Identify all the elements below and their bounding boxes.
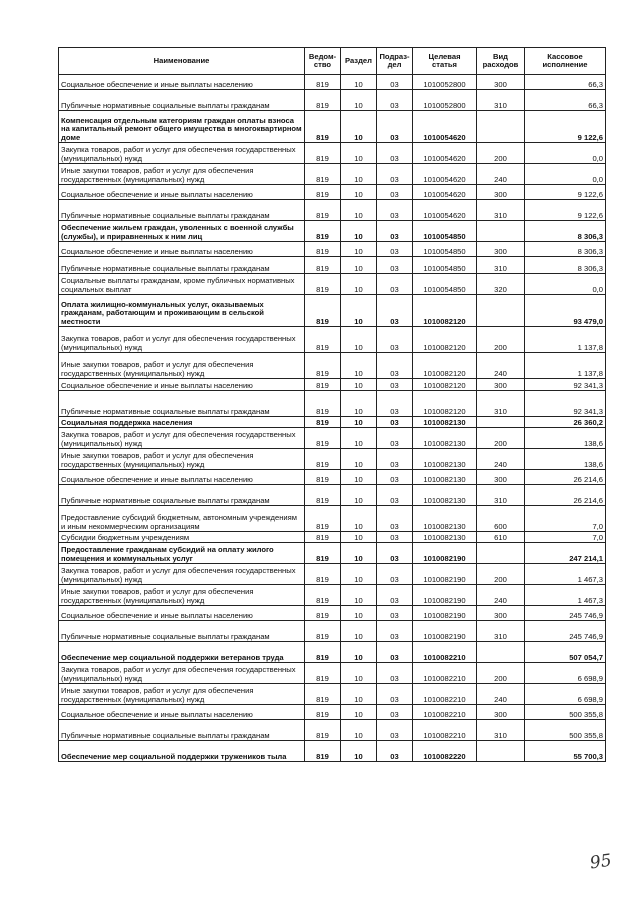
cell-exp-type: 320: [477, 274, 525, 295]
cell-name: Социальные выплаты гражданам, кроме публичных нормативных социальных выплат: [59, 274, 305, 295]
table-row: [59, 684, 606, 705]
cell-exp-type: 600: [477, 506, 525, 532]
cell-dept: 819: [305, 684, 341, 705]
cell-cash: 8 306,3: [525, 221, 606, 242]
cell-dept: 819: [305, 200, 341, 221]
cell-dept: 819: [305, 741, 341, 762]
cell-subsection: 03: [377, 428, 413, 449]
cell-exp-type: [477, 543, 525, 564]
cell-exp-type: 310: [477, 200, 525, 221]
cell-section: 10: [341, 705, 377, 720]
cell-section: 10: [341, 741, 377, 762]
cell-subsection: 03: [377, 485, 413, 506]
cell-dept: 819: [305, 391, 341, 417]
cell-section: 10: [341, 449, 377, 470]
cell-cash: 7,0: [525, 532, 606, 543]
cell-subsection: 03: [377, 379, 413, 391]
cell-exp-type: 240: [477, 585, 525, 606]
cell-name: Обеспечение жильем граждан, уволенных с военной службы (службы), и приравненных к ним лиц: [59, 221, 305, 242]
cell-cash: 26 360,2: [525, 417, 606, 428]
cell-dept: 819: [305, 621, 341, 642]
cell-name: Публичные нормативные социальные выплаты гражданам: [59, 621, 305, 642]
cell-target: 1010082120: [413, 327, 477, 353]
cell-dept: 819: [305, 428, 341, 449]
cell-section: 10: [341, 506, 377, 532]
cell-target: 1010082120: [413, 379, 477, 391]
cell-section: 10: [341, 391, 377, 417]
cell-target: 1010082130: [413, 449, 477, 470]
cell-name: Иные закупки товаров, работ и услуг для обеспечения государственных (муниципальных) нужд: [59, 684, 305, 705]
cell-exp-type: 240: [477, 164, 525, 185]
cell-section: 10: [341, 379, 377, 391]
cell-section: 10: [341, 200, 377, 221]
cell-cash: 26 214,6: [525, 485, 606, 506]
cell-section: 10: [341, 485, 377, 506]
page-number: 95: [588, 850, 613, 874]
cell-cash: 247 214,1: [525, 543, 606, 564]
cell-subsection: 03: [377, 295, 413, 327]
cell-subsection: 03: [377, 642, 413, 663]
table-row: [59, 720, 606, 741]
cell-cash: 507 054,7: [525, 642, 606, 663]
cell-name: Предоставление гражданам субсидий на оплату жилого помещения и коммунальных услуг: [59, 543, 305, 564]
table-row: [59, 470, 606, 485]
cell-exp-type: 310: [477, 485, 525, 506]
cell-subsection: 03: [377, 720, 413, 741]
cell-section: 10: [341, 353, 377, 379]
cell-cash: 9 122,6: [525, 200, 606, 221]
cell-subsection: 03: [377, 532, 413, 543]
cell-target: 1010082130: [413, 485, 477, 506]
cell-cash: 9 122,6: [525, 185, 606, 200]
cell-name: Закупка товаров, работ и услуг для обеспечения государственных (муниципальных) нужд: [59, 564, 305, 585]
cell-exp-type: 610: [477, 532, 525, 543]
cell-target: 1010082210: [413, 720, 477, 741]
cell-name: Иные закупки товаров, работ и услуг для обеспечения государственных (муниципальных) нужд: [59, 585, 305, 606]
table-body: [59, 75, 606, 762]
cell-name: Предоставление субсидий бюджетным, автономным учреждениям и иным некоммерческим организациям: [59, 506, 305, 532]
cell-exp-type: 300: [477, 75, 525, 90]
cell-target: 1010082130: [413, 417, 477, 428]
cell-section: 10: [341, 143, 377, 164]
cell-cash: 245 746,9: [525, 621, 606, 642]
table-row: [59, 327, 606, 353]
cell-subsection: 03: [377, 200, 413, 221]
cell-subsection: 03: [377, 327, 413, 353]
cell-dept: 819: [305, 449, 341, 470]
table-row: [59, 379, 606, 391]
cell-dept: 819: [305, 720, 341, 741]
cell-dept: 819: [305, 111, 341, 143]
cell-cash: 1 137,8: [525, 327, 606, 353]
cell-dept: 819: [305, 470, 341, 485]
cell-cash: 138,6: [525, 428, 606, 449]
cell-exp-type: [477, 741, 525, 762]
cell-exp-type: [477, 417, 525, 428]
cell-section: 10: [341, 663, 377, 684]
cell-dept: 819: [305, 257, 341, 274]
cell-exp-type: 310: [477, 621, 525, 642]
cell-target: 1010082190: [413, 564, 477, 585]
cell-exp-type: 240: [477, 684, 525, 705]
table-row: [59, 606, 606, 621]
cell-cash: 0,0: [525, 164, 606, 185]
table-row: [59, 274, 606, 295]
cell-name: Иные закупки товаров, работ и услуг для обеспечения государственных (муниципальных) нужд: [59, 164, 305, 185]
cell-subsection: 03: [377, 470, 413, 485]
cell-dept: 819: [305, 353, 341, 379]
cell-exp-type: 300: [477, 185, 525, 200]
cell-target: 1010052800: [413, 75, 477, 90]
cell-cash: 0,0: [525, 143, 606, 164]
cell-name: Оплата жилищно-коммунальных услуг, оказываемых гражданам, работающим и проживающим в сельской местности: [59, 295, 305, 327]
header-dept: Ведом-ство: [305, 48, 341, 75]
cell-exp-type: 240: [477, 449, 525, 470]
cell-exp-type: 200: [477, 327, 525, 353]
cell-section: 10: [341, 543, 377, 564]
cell-name: Закупка товаров, работ и услуг для обеспечения государственных (муниципальных) нужд: [59, 327, 305, 353]
cell-target: 1010082130: [413, 428, 477, 449]
cell-section: 10: [341, 75, 377, 90]
cell-exp-type: 200: [477, 428, 525, 449]
cell-dept: 819: [305, 379, 341, 391]
table-row: [59, 585, 606, 606]
cell-section: 10: [341, 606, 377, 621]
cell-target: 1010054850: [413, 221, 477, 242]
cell-subsection: 03: [377, 606, 413, 621]
cell-dept: 819: [305, 606, 341, 621]
cell-target: 1010082130: [413, 532, 477, 543]
cell-section: 10: [341, 242, 377, 257]
cell-exp-type: 310: [477, 720, 525, 741]
cell-name: Закупка товаров, работ и услуг для обеспечения государственных (муниципальных) нужд: [59, 428, 305, 449]
table-row: [59, 506, 606, 532]
cell-dept: 819: [305, 663, 341, 684]
cell-dept: 819: [305, 75, 341, 90]
cell-cash: 9 122,6: [525, 111, 606, 143]
cell-section: 10: [341, 274, 377, 295]
cell-dept: 819: [305, 417, 341, 428]
cell-subsection: 03: [377, 417, 413, 428]
cell-target: 1010082190: [413, 543, 477, 564]
cell-cash: 6 698,9: [525, 663, 606, 684]
cell-cash: 500 355,8: [525, 705, 606, 720]
cell-section: 10: [341, 585, 377, 606]
table-row: [59, 111, 606, 143]
cell-dept: 819: [305, 221, 341, 242]
table-row: [59, 705, 606, 720]
cell-exp-type: 300: [477, 242, 525, 257]
cell-exp-type: [477, 295, 525, 327]
cell-dept: 819: [305, 242, 341, 257]
cell-target: 1010054850: [413, 274, 477, 295]
cell-subsection: 03: [377, 663, 413, 684]
cell-section: 10: [341, 221, 377, 242]
cell-name: Социальное обеспечение и иные выплаты населению: [59, 705, 305, 720]
cell-cash: 8 306,3: [525, 257, 606, 274]
cell-target: 1010054620: [413, 164, 477, 185]
cell-name: Иные закупки товаров, работ и услуг для обеспечения государственных (муниципальных) нужд: [59, 449, 305, 470]
table-row: [59, 663, 606, 684]
cell-exp-type: 300: [477, 379, 525, 391]
table-row: [59, 143, 606, 164]
table-row: [59, 75, 606, 90]
cell-cash: 66,3: [525, 75, 606, 90]
cell-cash: 1 137,8: [525, 353, 606, 379]
cell-cash: 26 214,6: [525, 470, 606, 485]
cell-dept: 819: [305, 705, 341, 720]
cell-exp-type: 310: [477, 90, 525, 111]
cell-section: 10: [341, 532, 377, 543]
cell-exp-type: [477, 111, 525, 143]
table-row: [59, 221, 606, 242]
cell-target: 1010054620: [413, 185, 477, 200]
cell-target: 1010082120: [413, 295, 477, 327]
cell-dept: 819: [305, 642, 341, 663]
cell-target: 1010082130: [413, 506, 477, 532]
cell-name: Публичные нормативные социальные выплаты гражданам: [59, 200, 305, 221]
cell-name: Социальная поддержка населения: [59, 417, 305, 428]
cell-target: 1010054620: [413, 143, 477, 164]
cell-subsection: 03: [377, 506, 413, 532]
cell-target: 1010082190: [413, 585, 477, 606]
budget-execution-table: [58, 47, 606, 762]
cell-name: Публичные нормативные социальные выплаты гражданам: [59, 485, 305, 506]
cell-cash: 55 700,3: [525, 741, 606, 762]
cell-dept: 819: [305, 543, 341, 564]
header-target: Целевая статья: [413, 48, 477, 75]
cell-target: 1010082220: [413, 741, 477, 762]
cell-dept: 819: [305, 185, 341, 200]
cell-dept: 819: [305, 485, 341, 506]
cell-subsection: 03: [377, 111, 413, 143]
cell-section: 10: [341, 642, 377, 663]
cell-subsection: 03: [377, 741, 413, 762]
cell-cash: 6 698,9: [525, 684, 606, 705]
cell-target: 1010082190: [413, 621, 477, 642]
cell-section: 10: [341, 684, 377, 705]
cell-subsection: 03: [377, 585, 413, 606]
table-row: [59, 741, 606, 762]
cell-dept: 819: [305, 564, 341, 585]
cell-cash: 500 355,8: [525, 720, 606, 741]
table-row: [59, 90, 606, 111]
cell-dept: 819: [305, 295, 341, 327]
cell-target: 1010082210: [413, 663, 477, 684]
cell-cash: 92 341,3: [525, 379, 606, 391]
cell-cash: 1 467,3: [525, 564, 606, 585]
header-cash: Кассовое исполнение: [525, 48, 606, 75]
cell-cash: 0,0: [525, 274, 606, 295]
cell-cash: 8 306,3: [525, 242, 606, 257]
cell-cash: 92 341,3: [525, 391, 606, 417]
cell-target: 1010052800: [413, 90, 477, 111]
cell-name: Социальное обеспечение и иные выплаты населению: [59, 242, 305, 257]
cell-target: 1010082210: [413, 684, 477, 705]
cell-subsection: 03: [377, 242, 413, 257]
cell-exp-type: 200: [477, 564, 525, 585]
cell-subsection: 03: [377, 90, 413, 111]
cell-section: 10: [341, 90, 377, 111]
cell-name: Публичные нормативные социальные выплаты гражданам: [59, 720, 305, 741]
cell-subsection: 03: [377, 353, 413, 379]
cell-name: Публичные нормативные социальные выплаты гражданам: [59, 391, 305, 417]
cell-dept: 819: [305, 532, 341, 543]
cell-name: Социальное обеспечение и иные выплаты населению: [59, 606, 305, 621]
cell-name: Субсидии бюджетным учреждениям: [59, 532, 305, 543]
cell-name: Обеспечение мер социальной поддержки ветеранов труда: [59, 642, 305, 663]
cell-target: 1010054620: [413, 200, 477, 221]
cell-target: 1010054850: [413, 257, 477, 274]
cell-subsection: 03: [377, 257, 413, 274]
cell-section: 10: [341, 720, 377, 741]
cell-name: Публичные нормативные социальные выплаты гражданам: [59, 257, 305, 274]
header-subsection: Подраз-дел: [377, 48, 413, 75]
cell-target: 1010082210: [413, 705, 477, 720]
cell-dept: 819: [305, 506, 341, 532]
table-row: [59, 642, 606, 663]
header-row: [59, 48, 606, 75]
table-row: [59, 564, 606, 585]
table-row: [59, 449, 606, 470]
cell-exp-type: [477, 221, 525, 242]
cell-subsection: 03: [377, 274, 413, 295]
cell-target: 1010082120: [413, 353, 477, 379]
cell-name: Закупка товаров, работ и услуг для обеспечения государственных (муниципальных) нужд: [59, 143, 305, 164]
cell-subsection: 03: [377, 185, 413, 200]
cell-section: 10: [341, 164, 377, 185]
cell-dept: 819: [305, 327, 341, 353]
cell-name: Социальное обеспечение и иные выплаты населению: [59, 379, 305, 391]
cell-cash: 66,3: [525, 90, 606, 111]
table-row: [59, 295, 606, 327]
cell-exp-type: 200: [477, 143, 525, 164]
cell-exp-type: [477, 642, 525, 663]
cell-exp-type: 240: [477, 353, 525, 379]
cell-name: Иные закупки товаров, работ и услуг для обеспечения государственных (муниципальных) нужд: [59, 353, 305, 379]
cell-subsection: 03: [377, 75, 413, 90]
table-row: [59, 428, 606, 449]
cell-exp-type: 310: [477, 391, 525, 417]
cell-subsection: 03: [377, 391, 413, 417]
cell-subsection: 03: [377, 143, 413, 164]
table-row: [59, 257, 606, 274]
cell-section: 10: [341, 185, 377, 200]
cell-cash: 138,6: [525, 449, 606, 470]
table-row: [59, 543, 606, 564]
cell-subsection: 03: [377, 564, 413, 585]
cell-cash: 93 479,0: [525, 295, 606, 327]
cell-dept: 819: [305, 585, 341, 606]
cell-section: 10: [341, 327, 377, 353]
cell-name: Закупка товаров, работ и услуг для обеспечения государственных (муниципальных) нужд: [59, 663, 305, 684]
table-row: [59, 532, 606, 543]
cell-name: Обеспечение мер социальной поддержки тружеников тыла: [59, 741, 305, 762]
cell-section: 10: [341, 111, 377, 143]
cell-dept: 819: [305, 164, 341, 185]
cell-name: Компенсация отдельным категориям граждан оплаты взноса на капитальный ремонт общего имущества в многоквартирном доме: [59, 111, 305, 143]
cell-target: 1010082130: [413, 470, 477, 485]
cell-section: 10: [341, 257, 377, 274]
cell-section: 10: [341, 564, 377, 585]
cell-section: 10: [341, 621, 377, 642]
header-name: Наименование: [59, 48, 305, 75]
table-row: [59, 242, 606, 257]
cell-name: Социальное обеспечение и иные выплаты населению: [59, 470, 305, 485]
cell-exp-type: 300: [477, 606, 525, 621]
cell-subsection: 03: [377, 164, 413, 185]
cell-subsection: 03: [377, 449, 413, 470]
cell-target: 1010082210: [413, 642, 477, 663]
table-row: [59, 485, 606, 506]
table-row: [59, 164, 606, 185]
cell-exp-type: 200: [477, 663, 525, 684]
cell-target: 1010082190: [413, 606, 477, 621]
table-row: [59, 391, 606, 417]
cell-exp-type: 300: [477, 470, 525, 485]
cell-subsection: 03: [377, 221, 413, 242]
cell-section: 10: [341, 295, 377, 327]
table-row: [59, 185, 606, 200]
cell-dept: 819: [305, 90, 341, 111]
cell-name: Социальное обеспечение и иные выплаты населению: [59, 185, 305, 200]
cell-subsection: 03: [377, 543, 413, 564]
cell-subsection: 03: [377, 705, 413, 720]
cell-dept: 819: [305, 274, 341, 295]
cell-name: Публичные нормативные социальные выплаты гражданам: [59, 90, 305, 111]
cell-name: Социальное обеспечение и иные выплаты населению: [59, 75, 305, 90]
cell-target: 1010054850: [413, 242, 477, 257]
cell-cash: 1 467,3: [525, 585, 606, 606]
table-row: [59, 200, 606, 221]
header-exp-type: Вид расходов: [477, 48, 525, 75]
table-row: [59, 353, 606, 379]
table-row: [59, 417, 606, 428]
cell-section: 10: [341, 428, 377, 449]
cell-section: 10: [341, 417, 377, 428]
cell-dept: 819: [305, 143, 341, 164]
cell-cash: 7,0: [525, 506, 606, 532]
header-section: Раздел: [341, 48, 377, 75]
cell-section: 10: [341, 470, 377, 485]
table-header: [59, 48, 606, 75]
cell-target: 1010054620: [413, 111, 477, 143]
table-row: [59, 621, 606, 642]
cell-cash: 245 746,9: [525, 606, 606, 621]
cell-exp-type: 300: [477, 705, 525, 720]
cell-target: 1010082120: [413, 391, 477, 417]
cell-exp-type: 310: [477, 257, 525, 274]
cell-subsection: 03: [377, 684, 413, 705]
cell-subsection: 03: [377, 621, 413, 642]
